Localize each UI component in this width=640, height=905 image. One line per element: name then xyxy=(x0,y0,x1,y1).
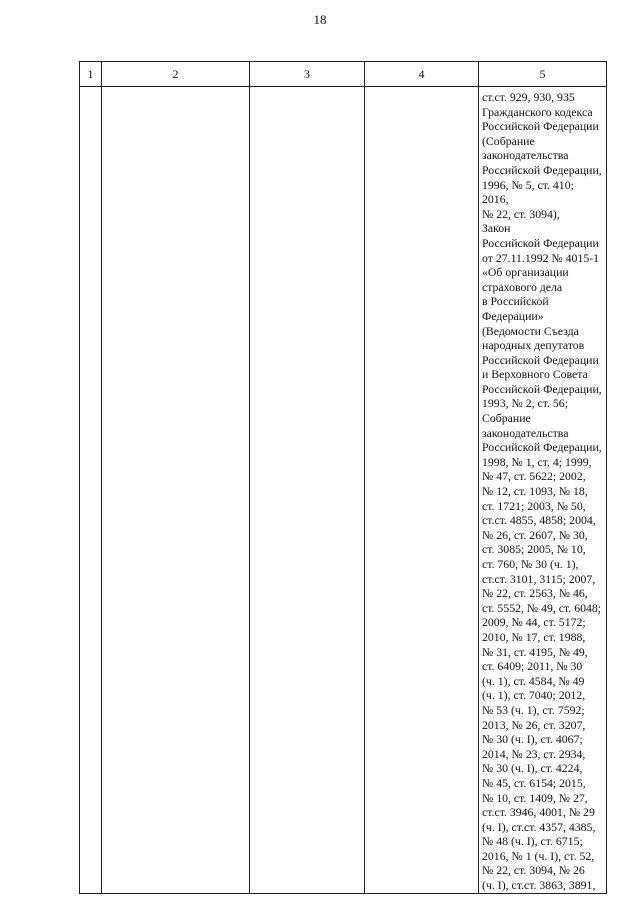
document-table xyxy=(79,61,607,894)
page-number: 18 xyxy=(313,12,327,27)
cell-col-3 xyxy=(250,87,365,894)
column-header-1: 1 xyxy=(80,62,102,87)
table-header-row xyxy=(80,62,607,87)
column-header-5: 5 xyxy=(479,62,607,87)
table-row xyxy=(80,87,607,894)
legal-references-text: ст.ст. 929, 930, 935 Гражданского кодекса Российской Федерации (Собрание законодательства Российской Федерации, 1996, № 5, ст. 410; 2016, № 22, ст. 3094), Закон Российской Федерации от 27.11.1992 № 4015-1 «Об организации страхового дела в Российской Федерации» (Ведомости Съезда народных депутатов Российской Федерации и Верховного Совета Российской Федерации, 1993, № 2, ст. 56; Собрание законодательства Российской Федерации, 1998, № 1, ст. 4; 1999, № 47, ст. 5622; 2002, № 12, ст. 1093, № 18, ст. 1721; 2003, № 50, ст.ст. 4855, 4858; 2004, № 26, ст. 2607, № 30, ст. 3085; 2005, № 10, ст. 760, № 30 (ч. 1), ст.ст. 3101, 3115; 2007, № 22, ст. 2563, № 46, ст. 5552, № 49, ст. 6048; 2009, № 44, ст. 5172; 2010, № 17, ст. 1988, № 31, ст. 4195, № 49, ст. 6409; 2011, № 30 (ч. 1), ст. 4584, № 49 (ч. 1), ст. 7040; 2012, № 53 (ч. 1), ст. 7592; 2013, № 26, ст. 3207, № 30 (ч. I), ст. 4067; 2014, № 23, ст. 2934, № 30 (ч. I), ст. 4224, № 45, ст. 6154; 2015, № 10, ст. 1409, № 27, ст.ст. 3946, 4001, № 29 (ч. I), ст.ст. 4357, 4385, № 48 (ч. I), ст. 6715; 2016, № 1 (ч. I), ст. 52, № 22, ст. 3094, № 26 (ч. I), ст.ст. 3863, 3891, xyxy=(482,90,602,893)
column-header-3: 3 xyxy=(250,62,365,87)
cell-col-2 xyxy=(102,87,250,894)
column-header-2: 2 xyxy=(102,62,250,87)
column-header-4: 4 xyxy=(365,62,479,87)
cell-col-5 xyxy=(479,87,607,894)
cell-col-4 xyxy=(365,87,479,894)
cell-col-1 xyxy=(80,87,102,894)
